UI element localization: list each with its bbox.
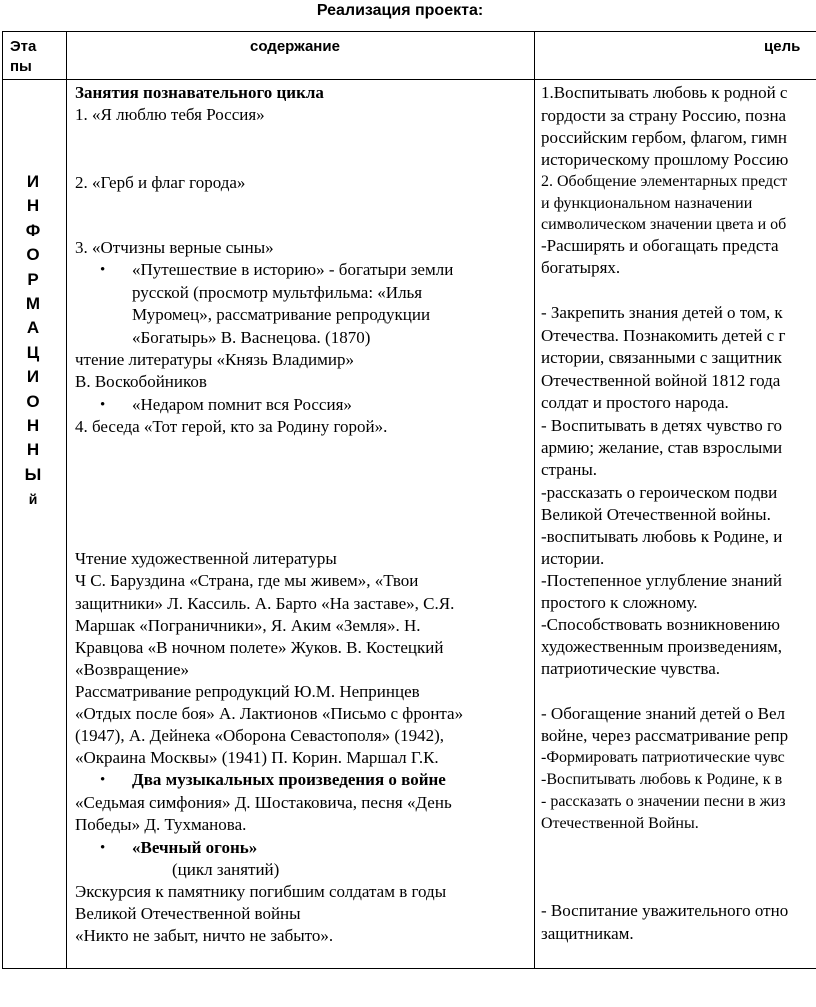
goal-column: [535, 80, 816, 970]
header-goal: цель: [764, 38, 801, 55]
content-line: русской (просмотр мультфильма: «Илья: [132, 283, 423, 302]
goal-line: гордости за страну Россию, позна: [541, 106, 787, 125]
content-line: (цикл занятий): [172, 860, 280, 879]
stage-letter: Ф: [25, 220, 41, 240]
goal-line: -воспитывать любовь к Родине, и: [541, 527, 783, 546]
goal-line: простого к сложному.: [541, 593, 698, 612]
goal-line: - Воспитывать в детях чувство го: [541, 416, 783, 435]
goal-line: -Постепенное углубление знаний: [541, 571, 782, 590]
bullet-icon: •: [100, 840, 106, 856]
goal-line: патриотические чувства.: [541, 659, 721, 678]
content-line: 4. беседа «Тот герой, кто за Родину горой».: [75, 417, 388, 436]
content-line: Рассматривание репродукций Ю.М. Непринцев: [75, 682, 420, 701]
goal-line: и функциональном назначении: [541, 195, 753, 212]
content-line: «Путешествие в историю» - богатыри земли: [132, 260, 454, 279]
content-heading: Занятия познавательного цикла: [75, 83, 324, 102]
bullet-icon: •: [100, 772, 106, 788]
content-line: Муромец», рассматривание репродукции: [132, 305, 431, 324]
stage-letter: М: [25, 293, 41, 313]
goal-line: -Воспитывать любовь к Родине, к в: [541, 771, 783, 788]
content-line: «Отдых после боя» А. Лактионов «Письмо с фронта»: [75, 704, 464, 723]
stage-letter: О: [26, 391, 40, 411]
content-line: (1947), А. Дейнека «Оборона Севастополя» (1942),: [75, 726, 444, 745]
content-line: В. Воскобойников: [75, 372, 207, 391]
content-line: Ч С. Баруздина «Страна, где мы живем», «Твои: [75, 571, 419, 590]
stage-name-vertical: [18, 170, 48, 511]
goal-line: 2. Обобщение элементарных предст: [541, 173, 788, 190]
header-stage-line1: Эта: [10, 38, 37, 55]
content-line: «Возвращение»: [75, 660, 190, 679]
column-divider-1: [66, 31, 67, 969]
header-content: содержание: [250, 38, 340, 55]
goal-line: -Расширять и обогащать предста: [541, 236, 779, 255]
stage-letter: И: [26, 172, 40, 191]
header-stage: [10, 37, 36, 77]
content-line: защитники» Л. Кассиль. А. Барто «На заставе», С.Я.: [75, 594, 455, 613]
stage-letter: И: [26, 367, 40, 387]
goal-line: художественным произведениям,: [541, 637, 782, 656]
goal-line: Отечественной Войны.: [541, 815, 699, 832]
goal-line: богатырях.: [541, 258, 621, 277]
stage-letter: й: [28, 491, 38, 508]
goal-line: -рассказать о героическом подви: [541, 483, 778, 502]
content-line: Великой Отечественной войны: [75, 904, 301, 923]
stage-letter: Н: [26, 440, 40, 460]
content-line: Победы» Д. Тухманова.: [75, 815, 247, 834]
stage-letter: Н: [26, 415, 40, 435]
stage-letter: О: [26, 245, 40, 265]
goal-line: войне, через рассматривание репр: [541, 726, 789, 745]
header-stage-line2: пы: [10, 58, 32, 75]
bullet-icon: •: [100, 397, 106, 413]
goal-line: историческому прошлому Россию: [541, 150, 789, 169]
content-line: «Никто не забыт, ничто не забыто».: [75, 926, 334, 945]
table-border-left: [2, 31, 3, 969]
content-line: 3. «Отчизны верные сыны»: [75, 238, 274, 257]
goal-line: солдат и простого народа.: [541, 393, 729, 412]
goal-line: Великой Отечественной войны.: [541, 505, 771, 524]
page-title: Реализация проекта:: [316, 2, 484, 19]
content-line: «Богатырь» В. Васнецова. (1870): [132, 328, 371, 347]
goal-line: Отечественной войной 1812 года: [541, 371, 781, 390]
content-line-bold: Два музыкальных произведения о войне: [132, 770, 446, 789]
stage-letter: А: [26, 318, 40, 338]
stage-letter: Ц: [26, 342, 40, 362]
stage-letter: Ы: [24, 464, 42, 484]
stage-letter: Н: [26, 196, 40, 216]
goal-line: - Воспитание уважительного отно: [541, 901, 789, 920]
content-line-bold: «Вечный огонь»: [132, 838, 258, 857]
goal-line: Отечества. Познакомить детей с г: [541, 326, 786, 345]
goal-line: армию; желание, став взрослыми: [541, 438, 783, 457]
content-line: Чтение художественной литературы: [75, 549, 337, 568]
content-line: Маршак «Пограничники», Я. Аким «Земля». Н.: [75, 616, 421, 635]
goal-line: российским гербом, флагом, гимн: [541, 128, 788, 147]
goal-line: истории.: [541, 549, 605, 568]
goal-line: - рассказать о значении песни в жиз: [541, 793, 786, 810]
goal-line: 1.Воспитывать любовь к родной с: [541, 83, 788, 102]
content-line: Экскурсия к памятнику погибшим солдатам в годы: [75, 882, 447, 901]
content-line: 2. «Герб и флаг города»: [75, 173, 246, 192]
content-line: чтение литературы «Князь Владимир»: [75, 350, 354, 369]
goal-line: символическом значении цвета и об: [541, 216, 787, 233]
goal-line: истории, связанными с защитник: [541, 348, 782, 367]
goal-line: - Обогащение знаний детей о Вел: [541, 704, 786, 723]
content-line: «Окраина Москвы» (1941) П. Корин. Маршал Г.К.: [75, 748, 439, 767]
goal-line: -Способствовать возникновению: [541, 615, 780, 634]
goal-line: страны.: [541, 460, 597, 479]
content-line: «Седьмая симфония» Д. Шостаковича, песня «День: [75, 793, 452, 812]
goal-line: - Закрепить знания детей о том, к: [541, 303, 783, 322]
goal-line: -Формировать патриотические чувс: [541, 749, 785, 766]
content-line: Кравцова «В ночном полете» Жуков. В. Костецкий: [75, 638, 444, 657]
bullet-icon: •: [100, 262, 106, 278]
content-line: 1. «Я люблю тебя Россия»: [75, 105, 265, 124]
goal-line: защитникам.: [541, 924, 634, 943]
stage-letter: Р: [27, 269, 39, 289]
content-line: «Недаром помнит вся Россия»: [132, 395, 352, 414]
table-border-top: [2, 31, 816, 32]
